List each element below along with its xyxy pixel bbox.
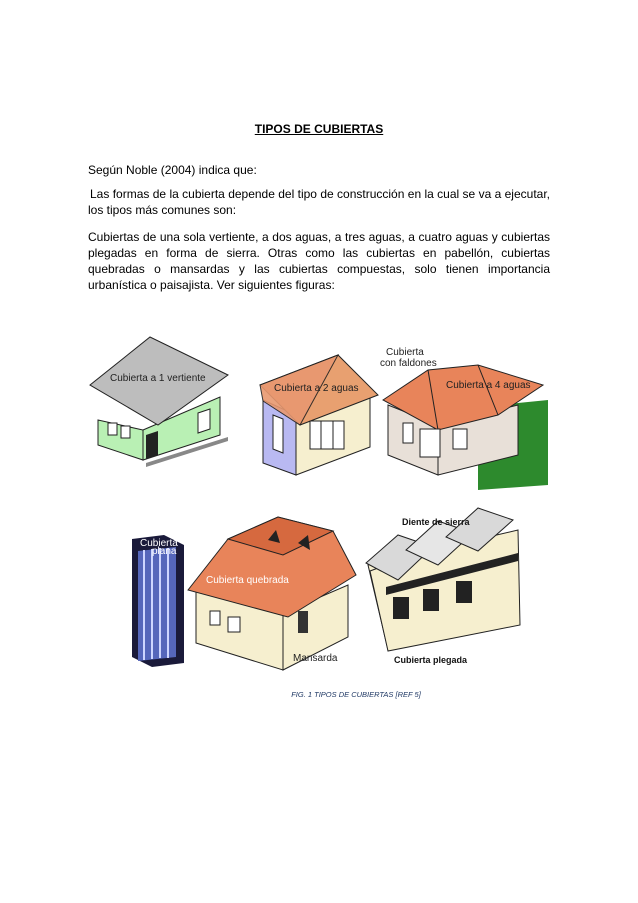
label-plegada: Cubierta plegada (394, 655, 468, 665)
label-plana-1: Cubierta (140, 538, 178, 549)
house-one-slope (90, 337, 228, 467)
label-faldones-1: Cubierta (386, 347, 424, 358)
document-title: TIPOS DE CUBIERTAS (254, 122, 384, 136)
label-quebrada: Cubierta quebrada (206, 575, 289, 586)
house-four-slopes (380, 347, 548, 490)
label-plana-2: plana (152, 546, 177, 557)
body-paragraph-1: Las formas de la cubierta depende del tipo de construcción en la cual se va a ejecutar, los tipos más comunes son: (88, 187, 550, 217)
body-paragraph-2: Cubiertas de una sola vertiente, a dos aguas, a tres aguas, a cuatro aguas y cubiertas plegadas en forma de sierra. Otras como las cubiertas en pabellón, cubiertas quebradas o mansardas y las cubiertas compuestas, solo tienen importancia urbanística o paisajista. Ver siguientes figuras: (88, 230, 550, 292)
label-una-vertiente: Cubierta a 1 vertiente (110, 373, 206, 384)
house-two-slopes (260, 355, 378, 475)
label-cuatro-aguas: Cubierta a 4 aguas (446, 380, 531, 391)
label-mansarda: Mansarda (293, 653, 338, 664)
label-diente-sierra: Diente de sierra (402, 517, 470, 527)
tower-flat-roof (132, 535, 184, 667)
house-mansard (188, 517, 356, 670)
label-dos-aguas: Cubierta a 2 aguas (274, 383, 359, 394)
intro-paragraph: Según Noble (2004) indica que: (88, 163, 257, 177)
house-sawtooth (366, 508, 520, 665)
label-faldones-2: con faldones (380, 358, 437, 369)
figure-caption: FIG. 1 TIPOS DE CUBIERTAS [REF 5] (291, 690, 421, 699)
roof-types-figure (88, 325, 548, 685)
